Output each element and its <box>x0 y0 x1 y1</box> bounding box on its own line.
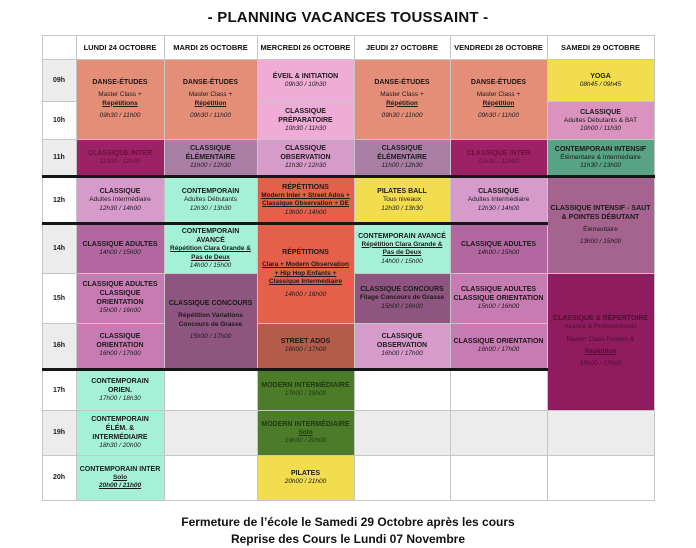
cell-mardi-09h: DANSE-ÉTUDES Master Class + Répétition 09h30 / 11h00 <box>164 60 257 140</box>
cell-lundi-12h: CLASSIQUE Adultes Intermédiaire 12h30 / 14h00 <box>76 177 164 224</box>
empty-cell-jeudi-17h <box>354 369 450 410</box>
empty-cell-jeudi-19h <box>354 410 450 455</box>
cell-vendredi-15h: CLASSIQUE ADULTES CLASSIQUE ORIENTATION 15h00 / 16h00 <box>450 273 547 323</box>
cell-lundi-17h: CONTEMPORAIN ORIEN. 17h00 / 18h30 <box>76 369 164 410</box>
time-label-15h: 15h <box>42 273 76 323</box>
empty-cell-vendredi-19h <box>450 410 547 455</box>
time-label-16h: 16h <box>42 323 76 369</box>
time-label-14h: 14h <box>42 224 76 274</box>
cell-samedi-09h: YOGA 08h45 / 09h45 <box>547 60 654 102</box>
empty-cell-samedi-19h <box>547 410 654 455</box>
empty-cell-vendredi-17h <box>450 369 547 410</box>
cell-lundi-20h: CONTEMPORAIN INTER Solo 20h00 / 21h00 <box>76 455 164 500</box>
cell-samedi-15h: CLASSIQUE & RÉPERTOIRE Avancé & Professionnels Master Class Pointes & Répétition 15h00 / 17h00 <box>547 273 654 410</box>
cell-jeudi-09h: DANSE-ÉTUDES Master Class + Répétition 09h30 / 11h00 <box>354 60 450 140</box>
time-label-10h: 10h <box>42 102 76 140</box>
cell-vendredi-12h: CLASSIQUE Adultes Intermédiaire 12h30 / 14h00 <box>450 177 547 224</box>
column-header-samedi: SAMEDI 29 OCTOBRE <box>547 36 654 60</box>
schedule-table <box>42 35 655 501</box>
empty-cell-samedi-20h <box>547 455 654 500</box>
cell-lundi-15h: CLASSIQUE ADULTES CLASSIQUE ORIENTATION 15h00 / 16h00 <box>76 273 164 323</box>
cell-mercredi-19h: MODERN INTERMÉDIAIRE Solo 19h00 / 20h00 <box>257 410 354 455</box>
footer-note <box>0 514 696 548</box>
cell-mercredi-17h: MODERN INTERMÉDIAIRE 17h00 / 19h00 <box>257 369 354 410</box>
corner-cell <box>42 36 76 60</box>
footer-line-1: Fermeture de l’école le Samedi 29 Octobre après les cours <box>0 514 696 531</box>
empty-cell-mardi-20h <box>164 455 257 500</box>
cell-mardi-14h: CONTEMPORAIN AVANCÉ Répétition Clara Grande & Pas de Deux 14h00 / 15h00 <box>164 224 257 274</box>
time-label-09h: 09h <box>42 60 76 102</box>
cell-jeudi-14h: CONTEMPORAIN AVANCÉ Répétition Clara Grande & Pas de Deux 14h00 / 15h00 <box>354 224 450 274</box>
time-label-20h: 20h <box>42 455 76 500</box>
cell-mercredi-20h: PILATES 20h00 / 21h00 <box>257 455 354 500</box>
cell-vendredi-16h: CLASSIQUE ORIENTATION 16h00 / 17h00 <box>450 323 547 369</box>
cell-lundi-16h: CLASSIQUE ORIENTATION 16h00 / 17h00 <box>76 323 164 369</box>
cell-mercredi-12h: RÉPÉTITIONS Modern Inter + Street Ados + Classique Observation + DE 13h00 / 14h00 <box>257 177 354 224</box>
cell-mercredi-14h: RÉPÉTITIONS Clara + Modern Observation + Hip Hop Enfants + Classique Intermédiaire 14h00 / 16h00 <box>257 224 354 324</box>
column-header-mardi: MARDI 25 OCTOBRE <box>164 36 257 60</box>
cell-lundi-09h: DANSE-ÉTUDES Master Class + Répétitions 09h30 / 11h00 <box>76 60 164 140</box>
column-header-jeudi: JEUDI 27 OCTOBRE <box>354 36 450 60</box>
empty-cell-mardi-17h <box>164 369 257 410</box>
cell-samedi-12h: CLASSIQUE INTENSIF - SAUT & POINTES DÉBUTANT Élémentaire 13h00 / 15h00 <box>547 177 654 274</box>
column-header-vendredi: VENDREDI 28 OCTOBRE <box>450 36 547 60</box>
cell-mercredi-16h: STREET ADOS 16h00 / 17h00 <box>257 323 354 369</box>
time-label-12h: 12h <box>42 177 76 224</box>
cell-jeudi-16h: CLASSIQUE OBSERVATION 16h00 / 17h00 <box>354 323 450 369</box>
cell-samedi-10h: CLASSIQUE Adultes Débutants & BAT 10h00 / 11h30 <box>547 102 654 140</box>
cell-mercredi-10h: CLASSIQUE PRÉPARATOIRE 10h30 / 11h30 <box>257 102 354 140</box>
time-label-19h: 19h <box>42 410 76 455</box>
empty-cell-mardi-19h <box>164 410 257 455</box>
cell-samedi-11h: CONTEMPORAIN INTENSIF Élémentaire & Intermédiaire 11h30 / 13h00 <box>547 140 654 177</box>
cell-mercredi-09h: ÉVEIL & INITIATION 09h30 / 10h30 <box>257 60 354 102</box>
cell-mardi-15h: CLASSIQUE CONCOURS Répétition Variations Concours de Grasse 15h00 / 17h00 <box>164 273 257 369</box>
header-row <box>42 36 654 60</box>
cell-lundi-19h: CONTEMPORAIN ÉLÉM. & INTERMÉDIAIRE 18h30 / 20h00 <box>76 410 164 455</box>
cell-vendredi-11h: CLASSIQUE INTER 11h00 / 12h00 <box>450 140 547 177</box>
cell-lundi-14h: CLASSIQUE ADULTES 14h00 / 15h00 <box>76 224 164 274</box>
cell-lundi-11h: CLASSIQUE INTER 11h00 / 12h30 <box>76 140 164 177</box>
cell-vendredi-09h: DANSE-ÉTUDES Master Class + Répétition 09h30 / 11h00 <box>450 60 547 140</box>
cell-mercredi-11h: CLASSIQUE OBSERVATION 11h30 / 12h30 <box>257 140 354 177</box>
schedule-table-body <box>42 60 654 501</box>
empty-cell-vendredi-20h <box>450 455 547 500</box>
time-label-17h: 17h <box>42 369 76 410</box>
cell-jeudi-15h: CLASSIQUE CONCOURS Filage Concours de Grasse 15h00 / 16h00 <box>354 273 450 323</box>
time-label-11h: 11h <box>42 140 76 177</box>
cell-jeudi-12h: PILATES BALL Tous niveaux 12h30 / 13h30 <box>354 177 450 224</box>
cell-vendredi-14h: CLASSIQUE ADULTES 14h00 / 15h00 <box>450 224 547 274</box>
column-header-lundi: LUNDI 24 OCTOBRE <box>76 36 164 60</box>
column-header-mercredi: MERCREDI 26 OCTOBRE <box>257 36 354 60</box>
cell-jeudi-11h: CLASSIQUE ÉLÉMENTAIRE 11h00 / 12h30 <box>354 140 450 177</box>
page-title: - PLANNING VACANCES TOUSSAINT - <box>0 0 696 26</box>
footer-line-2: Reprise des Cours le Lundi 07 Novembre <box>0 531 696 548</box>
cell-mardi-12h: CONTEMPORAIN Adultes Débutants 12h30 / 13h30 <box>164 177 257 224</box>
cell-mardi-11h: CLASSIQUE ÉLÉMENTAIRE 11h00 / 12h30 <box>164 140 257 177</box>
empty-cell-jeudi-20h <box>354 455 450 500</box>
